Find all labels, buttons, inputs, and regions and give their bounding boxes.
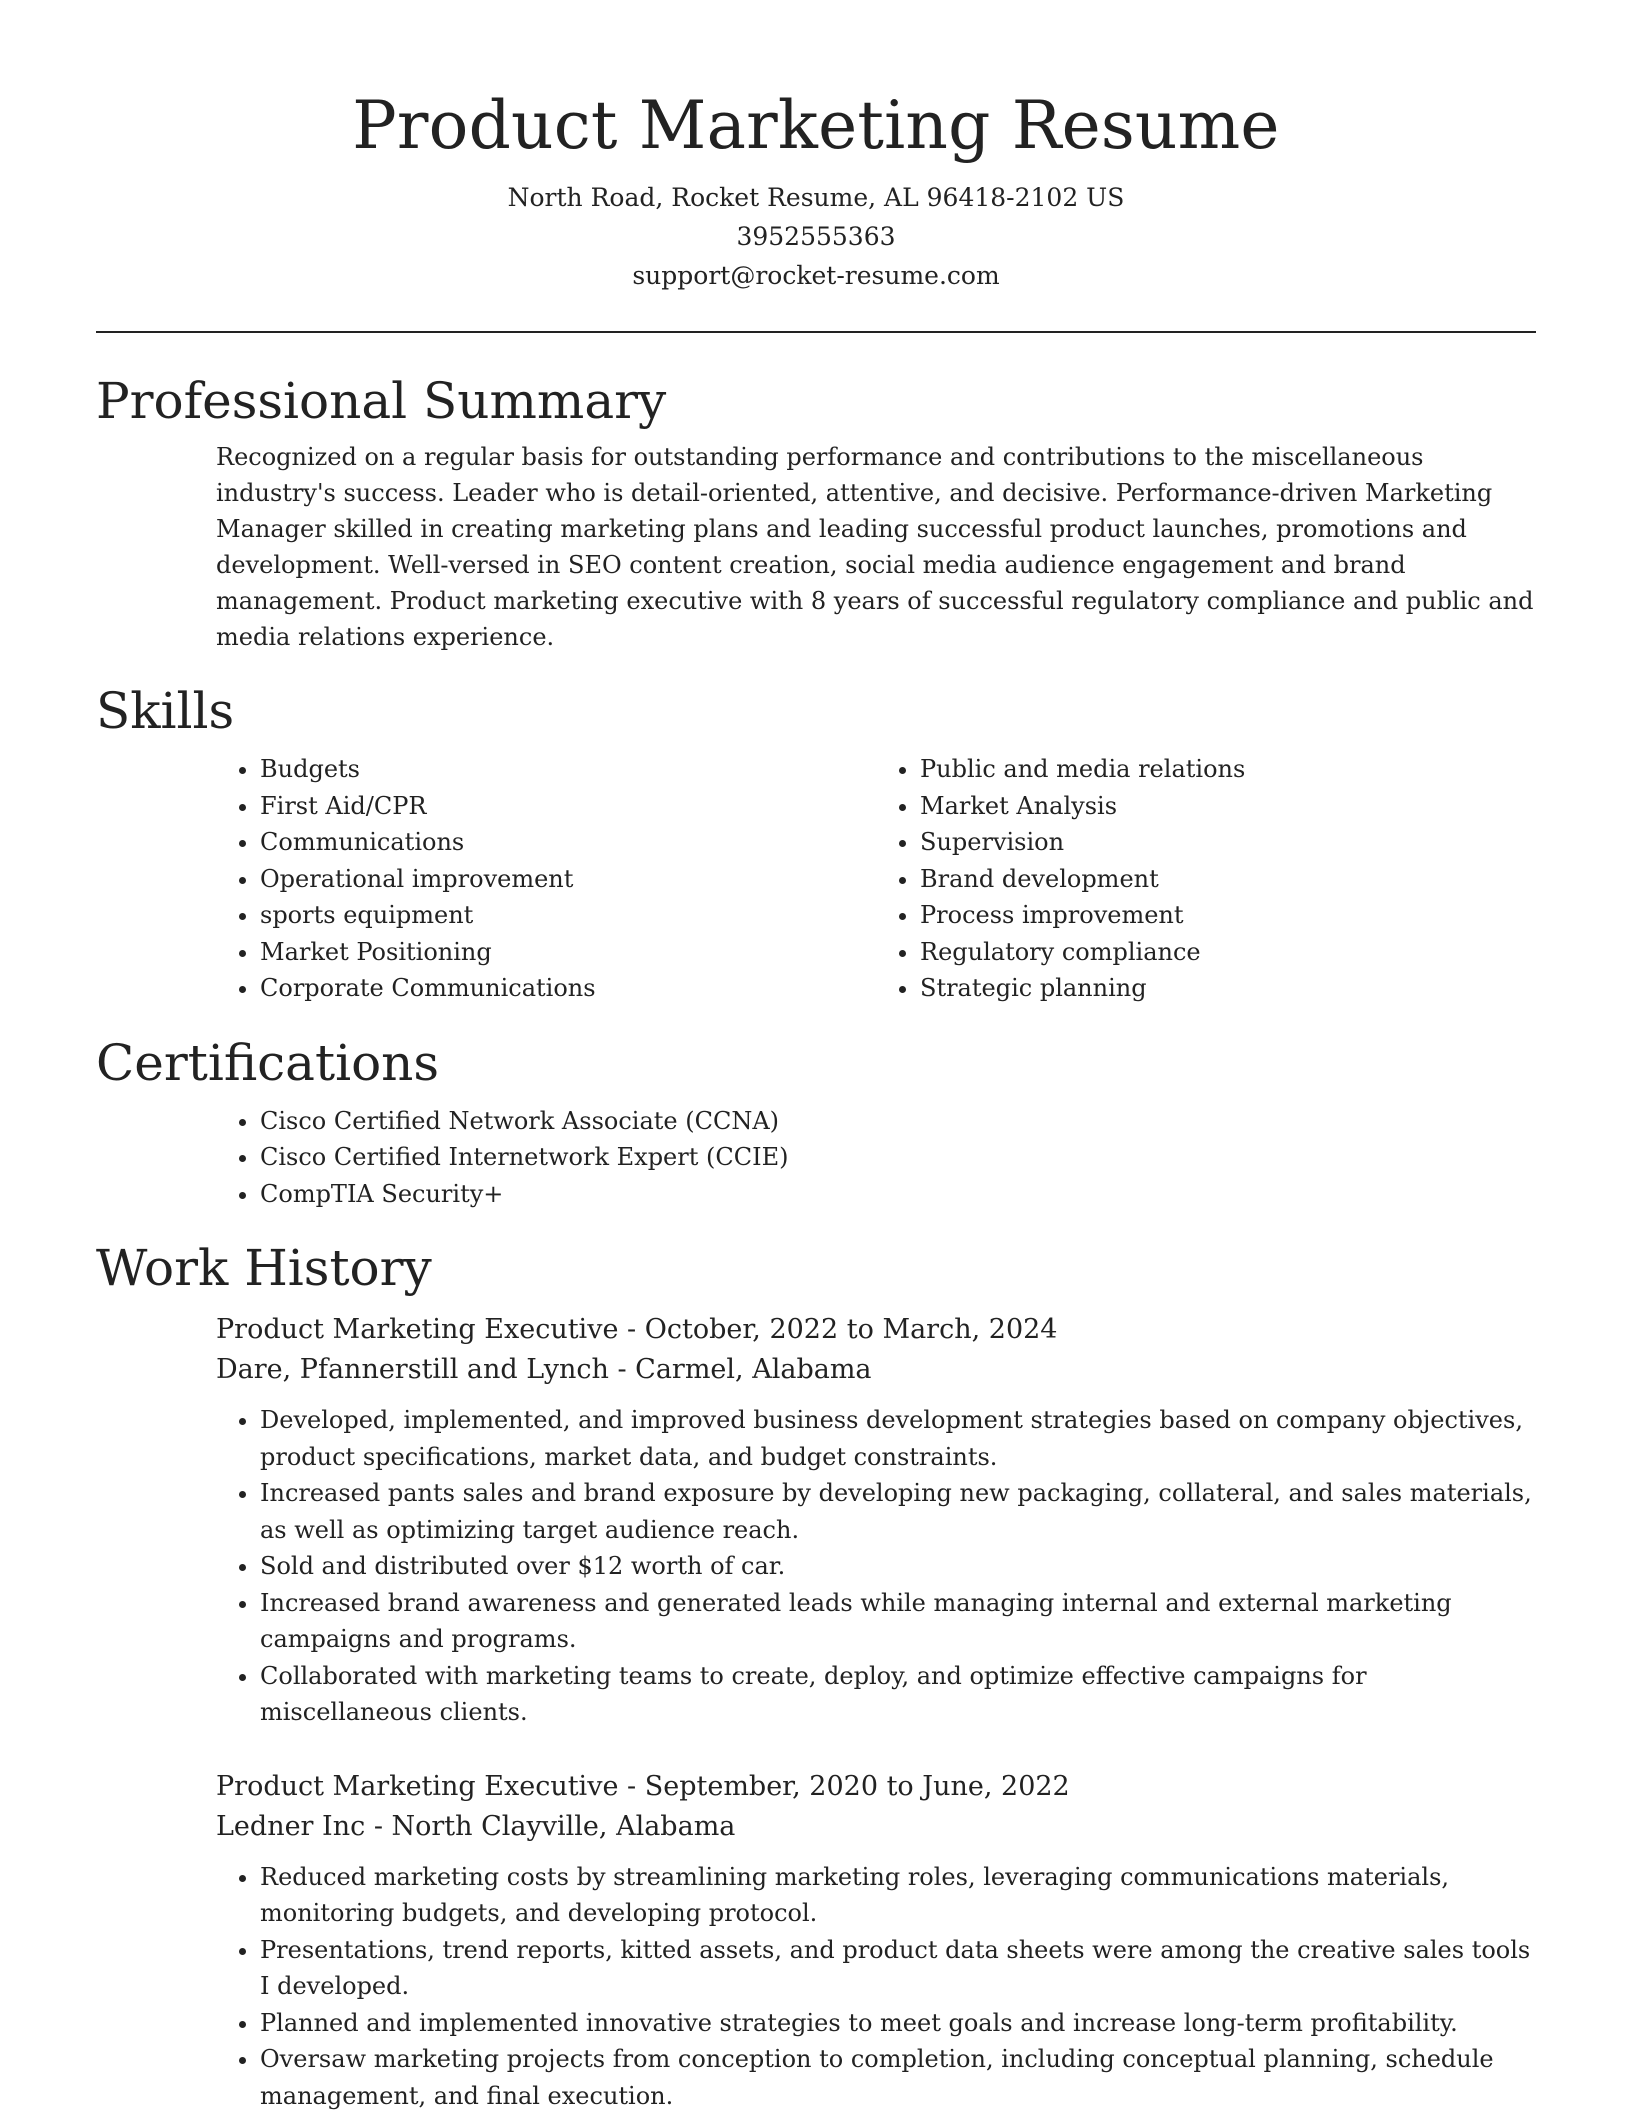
skill-item: • sports equipment [260, 897, 876, 934]
skill-item: • Strategic planning [920, 970, 1536, 1007]
summary-section [96, 439, 1536, 655]
job-bullet: • Developed, implemented, and improved business development strategies based on company objectives, product specifications, market data, and budget constraints. [260, 1402, 1536, 1475]
job-bullet: • Collaborated with marketing teams to create, deploy, and optimize effective campaigns for miscellaneous clients. [260, 1658, 1536, 1731]
work-history-heading: Work History [96, 1238, 1536, 1298]
skill-item: • Regulatory compliance [920, 934, 1536, 971]
certifications-section [96, 1103, 1536, 1213]
resume-header [96, 0, 1536, 295]
job-bullet: • Planned and implemented innovative strategies to meet goals and increase long-term profitability. [260, 2005, 1536, 2042]
skills-grid [216, 751, 1536, 1007]
contact-phone: 3952555363 [96, 217, 1536, 256]
skill-item: • Budgets [260, 751, 876, 788]
job-title-line [216, 1310, 1536, 1350]
job-bullet: • Reduced marketing costs by streamlining marketing roles, leveraging communications materials, monitoring budgets, and developing protocol. [260, 1859, 1536, 1932]
skill-item: • First Aid/CPR [260, 788, 876, 825]
job-bullet: • Oversaw marketing projects from conception to completion, including conceptual planning, schedule management, and final execution. [260, 2041, 1536, 2114]
header-divider [96, 331, 1536, 333]
work-history-section [96, 1310, 1536, 2114]
job-location: - Carmel, Alabama [609, 1354, 872, 1385]
resume-title: Product Marketing Resume [96, 86, 1536, 166]
skills-list-right [876, 751, 1536, 1007]
contact-email: support@rocket-resume.com [96, 256, 1536, 295]
job-bullet: • Increased brand awareness and generated leads while managing internal and external marketing campaigns and programs. [260, 1585, 1536, 1658]
summary-heading: Professional Summary [96, 371, 1536, 431]
job-bullet: • Presentations, trend reports, kitted assets, and product data sheets were among the creative sales tools I developed. [260, 1932, 1536, 2005]
job-bullet: • Sold and distributed over $12 worth of car. [260, 1548, 1536, 1585]
skill-item: • Brand development [920, 861, 1536, 898]
certifications-list [216, 1103, 1536, 1213]
skill-item: • Communications [260, 824, 876, 861]
skill-item: • Corporate Communications [260, 970, 876, 1007]
skill-item: • Public and media relations [920, 751, 1536, 788]
job-entry [216, 1310, 1536, 1731]
job-bullet: • Increased pants sales and brand exposure by developing new packaging, collateral, and sales materials, as well as optimizing target audience reach. [260, 1475, 1536, 1548]
job-company: Dare, Pfannerstill and Lynch [216, 1354, 609, 1385]
job-location: - North Clayville, Alabama [365, 1811, 735, 1842]
skill-item: • Market Positioning [260, 934, 876, 971]
job-dates: - September, 2020 to June, 2022 [618, 1771, 1069, 1802]
certification-item: • Cisco Certified Network Associate (CCNA) [260, 1103, 1536, 1140]
job-title: Product Marketing Executive [216, 1314, 618, 1345]
skill-item: • Market Analysis [920, 788, 1536, 825]
job-company: Ledner Inc [216, 1811, 365, 1842]
skill-item: • Process improvement [920, 897, 1536, 934]
skills-section [96, 751, 1536, 1007]
skills-heading: Skills [96, 681, 1536, 741]
certification-item: • CompTIA Security+ [260, 1176, 1536, 1213]
certification-item: • Cisco Certified Internetwork Expert (CCIE) [260, 1139, 1536, 1176]
job-title: Product Marketing Executive [216, 1771, 618, 1802]
certifications-heading: Certifications [96, 1033, 1536, 1093]
job-company-line [216, 1807, 1536, 1847]
job-dates: - October, 2022 to March, 2024 [618, 1314, 1057, 1345]
job-bullets [216, 1402, 1536, 1731]
job-bullets [216, 1859, 1536, 2114]
job-title-line [216, 1767, 1536, 1807]
skill-item: • Operational improvement [260, 861, 876, 898]
skill-item: • Supervision [920, 824, 1536, 861]
job-company-line [216, 1350, 1536, 1390]
skills-list-left [216, 751, 876, 1007]
job-entry [216, 1767, 1536, 2114]
summary-text: Recognized on a regular basis for outstanding performance and contributions to the miscellaneous industry's success. Leader who is detail-oriented, attentive, and decisive. Performance-driven Marketing Manager skilled in creating marketing plans and leading successful product launches, promotions and development. Well-versed in SEO content creation, social media audience engagement and brand management. Product marketing executive with 8 years of successful regulatory compliance and public and media relations experience. [216, 439, 1536, 655]
contact-address: North Road, Rocket Resume, AL 96418-2102 US [96, 178, 1536, 217]
